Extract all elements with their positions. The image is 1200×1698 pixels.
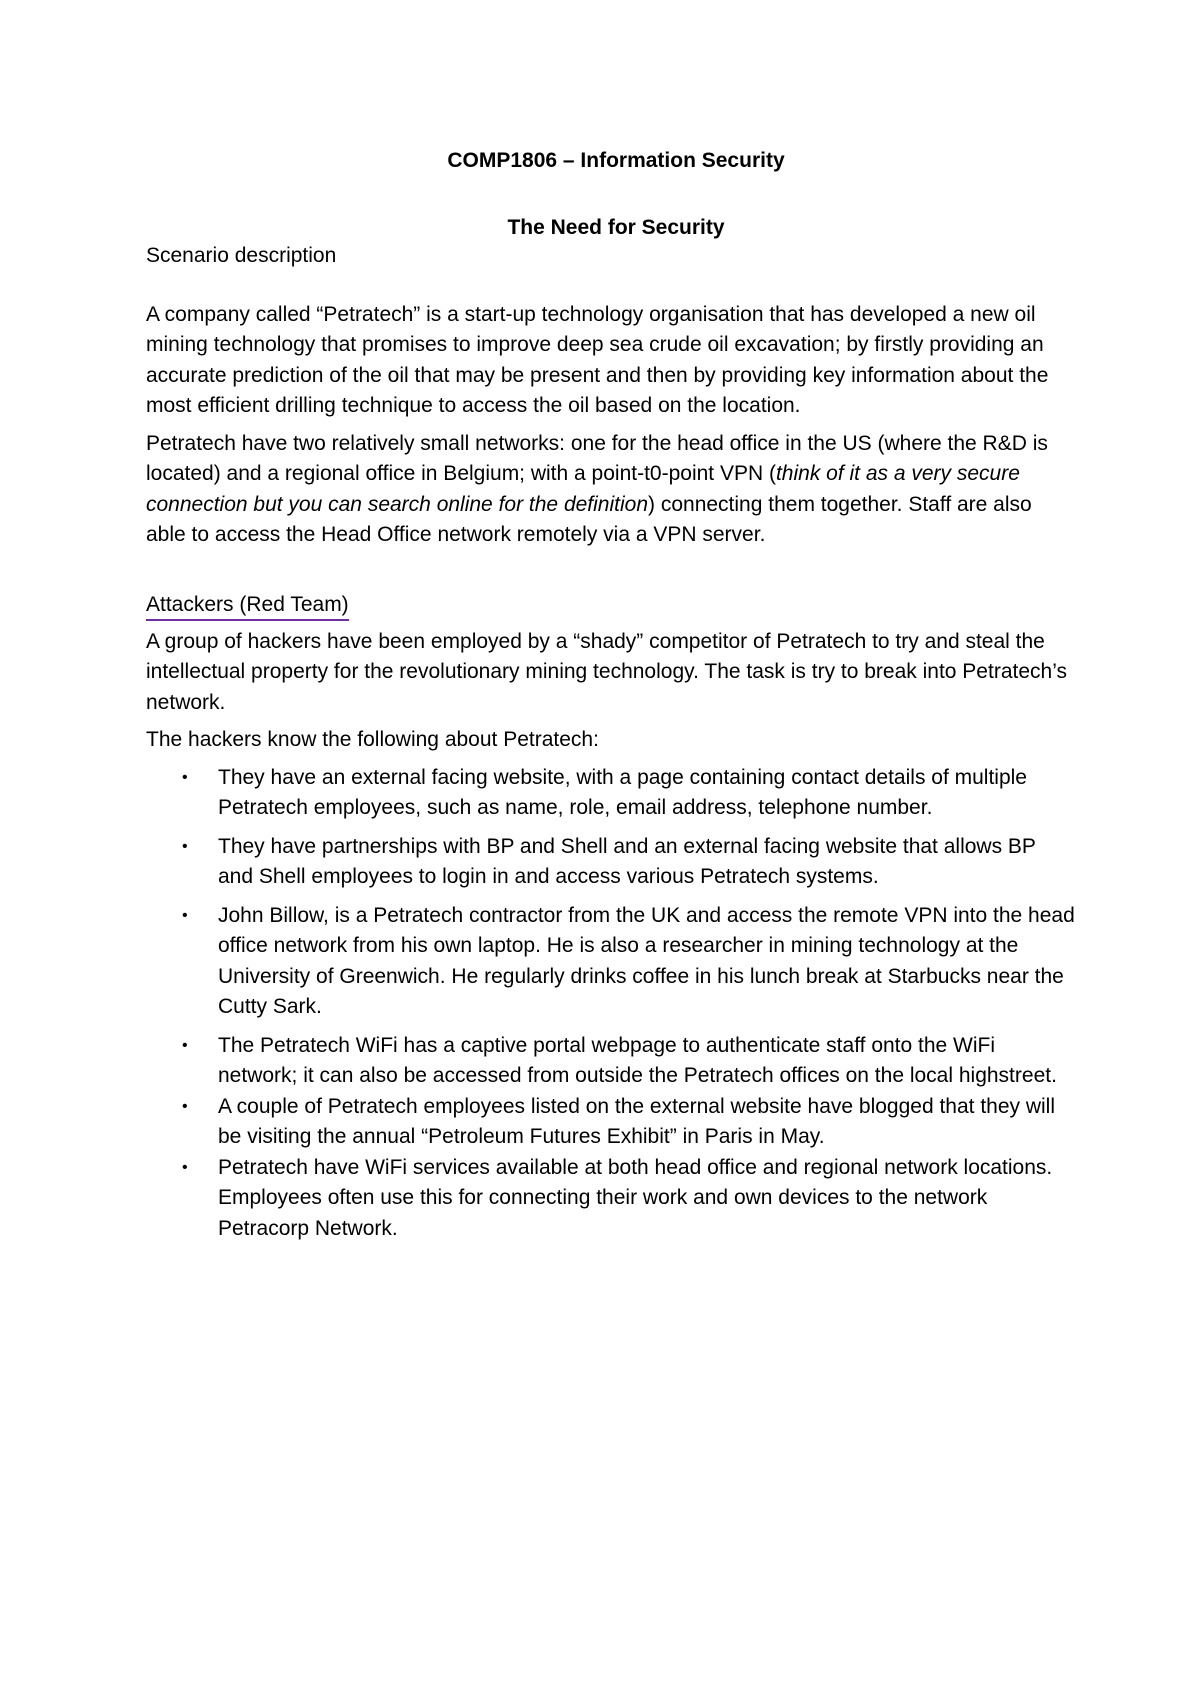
- list-item-text: They have an external facing website, with a page containing contact details of multiple Petratech employees, such as name, role, email address, telephone number.: [218, 765, 1027, 819]
- list-item-text: John Billow, is a Petratech contractor from the UK and access the remote VPN into the head office network from his own laptop. He is also a researcher in mining technology at the University of Greenwich. He regularly drinks coffee in his lunch break at Starbucks near the Cutty Sark.: [218, 903, 1075, 1018]
- list-item: [146, 901, 1076, 1023]
- network-paragraph-part1: Petratech have two relatively small networks: one for the head office in the US (where the R&D is located) and a regional office in Belgium; with a point-t0-point VPN (: [146, 431, 1048, 485]
- list-item: [146, 832, 1076, 893]
- network-paragraph: [146, 429, 1076, 551]
- bullet-icon: •: [182, 1097, 188, 1115]
- bullet-icon: •: [182, 768, 188, 786]
- bullet-icon: •: [182, 837, 188, 855]
- hackers-know-list: [146, 763, 1076, 1245]
- list-item: [146, 1031, 1076, 1092]
- bullet-icon: •: [182, 906, 188, 924]
- attackers-heading: Attackers (Red Team): [146, 591, 349, 621]
- attackers-heading-row: [146, 590, 1076, 627]
- list-item: [146, 1092, 1076, 1153]
- course-title: COMP1806 – Information Security: [447, 149, 785, 172]
- bullet-icon: •: [182, 1158, 188, 1176]
- network-paragraph-italic: think of it as a very secure connection but you can search online for the definition: [146, 462, 1020, 516]
- bullet-icon: •: [182, 1036, 188, 1054]
- document-title: The Need for Security: [507, 215, 725, 239]
- list-item-text: Petratech have WiFi services available at both head office and regional network locations. Employees often use this for connecting their work and own devices to the network Petracorp Network.: [218, 1155, 1053, 1240]
- attackers-paragraph: A group of hackers have been employed by a “shady” competitor of Petratech to try and steal the intellectual property for the revolutionary mining technology. The task is try to break into Petratech’s network.: [146, 629, 1067, 714]
- network-paragraph-part2: ) connecting them together. Staff are also able to access the Head Office network remotely via a VPN server.: [146, 492, 1032, 546]
- hackers-know-intro: The hackers know the following about Petratech:: [146, 728, 599, 751]
- intro-paragraph: A company called “Petratech” is a start-up technology organisation that has developed a new oil mining technology that promises to improve deep sea crude oil excavation; by firstly providing an accurate prediction of the oil that may be present and then by providing key information about the most efficient drilling technique to access the oil based on the location.: [146, 302, 1049, 417]
- list-item: [146, 763, 1076, 824]
- list-item-text: They have partnerships with BP and Shell and an external facing website that allows BP and Shell employees to login in and access various Petratech systems.: [218, 834, 1036, 888]
- list-item-text: The Petratech WiFi has a captive portal webpage to authenticate staff onto the WiFi network; it can also be accessed from outside the Petratech offices on the local highstreet.: [218, 1033, 1057, 1087]
- section-label: Scenario description: [146, 243, 337, 267]
- list-item: [146, 1153, 1076, 1245]
- document-body: [146, 146, 1076, 1244]
- list-item-text: A couple of Petratech employees listed on the external website have blogged that they will be visiting the annual “Petroleum Futures Exhibit” in Paris in May.: [218, 1094, 1056, 1148]
